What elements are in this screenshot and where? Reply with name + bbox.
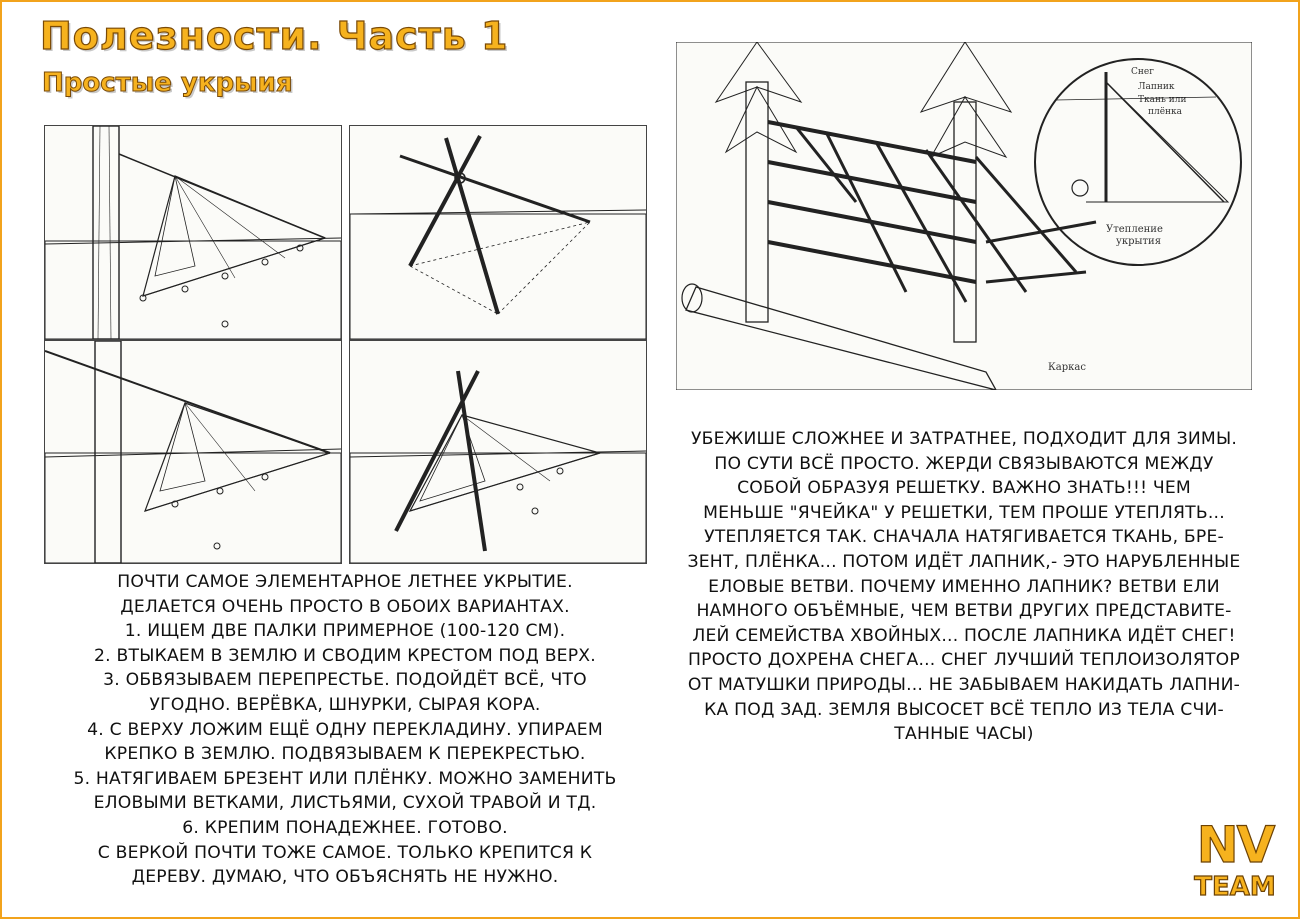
right-caption-line: УБЕЖИШЕ СЛОЖНЕЕ И ЗАТРАТНЕЕ, ПОДХОДИТ ДЛЯ ЗИМЫ.	[691, 429, 1237, 449]
left-caption-line: ДЕРЕВУ. ДУМАЮ, ЧТО ОБЪЯСНЯТЬ НЕ НУЖНО.	[131, 867, 559, 888]
illustration-tree-shelter-bottom	[44, 340, 342, 564]
left-caption-line: С ВЕРКОЙ ПОЧТИ ТОЖЕ САМОЕ. ТОЛЬКО КРЕПИТСЯ К	[97, 842, 593, 863]
illustration-winter-shelter-frame	[676, 42, 1252, 390]
inset-label-lapnik: Лапник	[1138, 82, 1175, 92]
right-caption	[676, 427, 1252, 747]
logo-line-2: TEAM	[1194, 872, 1276, 902]
left-caption-line: КРЕПКО В ЗЕМЛЮ. ПОДВЯЗЫВАЕМ К ПЕРЕКРЕСТЬЮ.	[104, 744, 586, 765]
tree-shelter-sketch-1	[45, 126, 341, 339]
page-subtitle: Простые укрыия	[42, 68, 293, 98]
inset-label-snow: Снег	[1131, 67, 1154, 77]
right-caption-line: КА ПОД ЗАД. ЗЕМЛЯ ВЫСОСЕТ ВСЁ ТЕПЛО ИЗ ТЕЛА СЧИ-	[704, 699, 1224, 720]
left-caption-line: 3. ОБВЯЗЫВАЕМ ПЕРЕПРЕСТЬЕ. ПОДОЙДЁТ ВСЁ, ЧТО	[103, 670, 587, 691]
right-caption-line: ПРОСТО ДОХРЕНА СНЕГА... СНЕГ ЛУЧШИЙ ТЕПЛОИЗОЛЯТОР	[688, 650, 1240, 671]
left-caption	[44, 570, 646, 890]
left-caption-line: 1. ИЩЕМ ДВЕ ПАЛКИ ПРИМЕРНОЕ (100-120 СМ).	[124, 621, 566, 642]
right-caption-line: ОТ МАТУШКИ ПРИРОДЫ... НЕ ЗАБЫВАЕМ НАКИДАТЬ ЛАПНИ-	[687, 674, 1241, 695]
right-caption-line: ПО СУТИ ВСЁ ПРОСТО. ЖЕРДИ СВЯЗЫВАЮТСЯ МЕЖДУ	[714, 453, 1214, 474]
left-caption-line: 2. ВТЫКАЕМ В ЗЕМЛЮ И СВОДИМ КРЕСТОМ ПОД ВЕРХ.	[94, 645, 596, 666]
left-caption-line: ПОЧТИ САМОЕ ЭЛЕМЕНТАРНОЕ ЛЕТНЕЕ УКРЫТИЕ.	[117, 572, 573, 592]
inset-caption-1: Утепление	[1106, 224, 1163, 235]
tree-shelter-sketch-2	[45, 341, 341, 563]
right-caption-line: УТЕПЛЯЕТСЯ ТАК. СНАЧАЛА НАТЯГИВАЕТСЯ ТКАНЬ, БРЕ-	[704, 527, 1224, 548]
inset-label-fabric: Ткань или	[1138, 95, 1187, 105]
illustration-tree-shelter-top	[44, 125, 342, 340]
page-title: Полезности. Часть 1	[40, 14, 509, 58]
left-caption-line: 5. НАТЯГИВАЕМ БРЕЗЕНТ ИЛИ ПЛЁНКУ. МОЖНО ЗАМЕНИТЬ	[73, 768, 617, 789]
inset-caption-2: укрытия	[1116, 236, 1161, 247]
left-caption-line: ДЕЛАЕТСЯ ОЧЕНЬ ПРОСТО В ОБОИХ ВАРИАНТАХ.	[120, 596, 570, 617]
inset-label-film: плёнка	[1148, 107, 1183, 117]
left-caption-line: ЕЛОВЫМИ ВЕТКАМИ, ЛИСТЬЯМИ, СУХОЙ ТРАВОЙ И ТД.	[93, 793, 597, 814]
illustration-stick-tent	[349, 340, 647, 564]
right-caption-line: НАМНОГО ОБЪЁМНЫЕ, ЧЕМ ВЕТВИ ДРУГИХ ПРЕДСТАВИТЕ-	[696, 601, 1232, 622]
illustration-crossed-sticks	[349, 125, 647, 340]
logo-line-1: NV	[1196, 816, 1274, 874]
crossed-sticks-sketch	[350, 126, 646, 339]
right-caption-line: ЕЛОВЫЕ ВЕТВИ. ПОЧЕМУ ИМЕННО ЛАПНИК? ВЕТВИ ЕЛИ	[708, 576, 1220, 597]
winter-frame-sketch	[676, 42, 1252, 390]
frame-label: Каркас	[1048, 362, 1086, 373]
right-caption-line: ЛЕЙ СЕМЕЙСТВА ХВОЙНЫХ... ПОСЛЕ ЛАПНИКА ИДЁТ СНЕГ!	[692, 625, 1236, 646]
stick-tent-sketch	[350, 341, 646, 563]
left-caption-line: УГОДНО. ВЕРЁВКА, ШНУРКИ, СЫРАЯ КОРА.	[149, 694, 541, 715]
nv-team-logo	[1190, 818, 1280, 908]
right-caption-line: СОБОЙ ОБРАЗУЯ РЕШЕТКУ. ВАЖНО ЗНАТЬ!!! ЧЕМ	[737, 478, 1191, 499]
right-caption-line: ТАННЫЕ ЧАСЫ)	[894, 724, 1034, 745]
left-caption-line: 4. С ВЕРХУ ЛОЖИМ ЕЩЁ ОДНУ ПЕРЕКЛАДИНУ. УПИРАЕМ	[87, 719, 603, 740]
left-caption-line: 6. КРЕПИМ ПОНАДЕЖНЕЕ. ГОТОВО.	[182, 817, 508, 838]
right-caption-line: ЗЕНТ, ПЛЁНКА... ПОТОМ ИДЁТ ЛАПНИК,- ЭТО НАРУБЛЕННЫЕ	[687, 551, 1241, 572]
right-caption-line: МЕНЬШЕ "ЯЧЕЙКА" У РЕШЕТКИ, ТЕМ ПРОШЕ УТЕПЛЯТЬ...	[703, 502, 1225, 523]
